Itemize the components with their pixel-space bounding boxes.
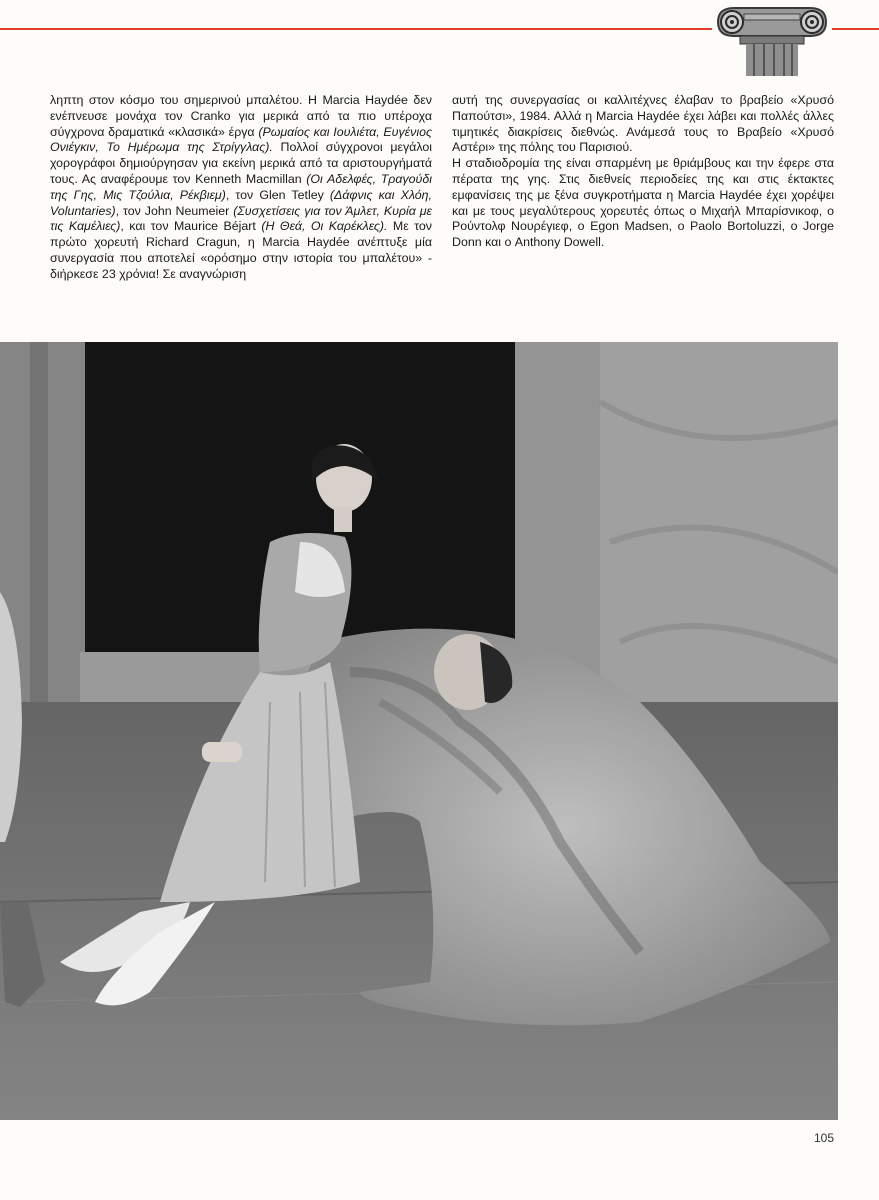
ballet-photograph: [0, 342, 838, 1120]
article-column-left: [50, 93, 432, 283]
page-number: 105: [814, 1131, 835, 1145]
ionic-column-capital-icon: [712, 0, 832, 76]
article-paragraph: [50, 93, 432, 283]
article-paragraph: Η σταδιοδρομία της είναι σπαρμένη με θριάμβους και την έφερε στα πέρατα της γης. Στις διεθνείς περιοδείες της και στις έκτακτες εμφανίσεις της με ξένα συγκροτήματα η Marcia Haydée έχει χορέψει και με τους μεγαλύτερους χορευτές όπως ο Μιχαήλ Μπαρίσνικοφ, ο Ρούντολφ Νουρέγιεφ, ο Egon Madsen, ο Paolo Bortoluzzi, ο Jorge Donn και ο Anthony Dowell.: [452, 156, 834, 250]
text-run-italic: (Δάφνις και Χλόη, Voluntaries): [50, 187, 432, 218]
text-run: Πολλοί σύγχρονοι μεγάλοι χορογράφοι δημιούργησαν για εκείνη μερικά από τα αριστουργήματά τους. Ας αναφέρουμε τον Kenneth Macmillan: [50, 140, 432, 186]
text-run: ληπτη στον κόσμο του σημερινού μπαλέτου. Η Marcia Haydée δεν ενέπνευσε μονάχα τον Cranko για μερικά από τα πιο υπέροχα σύγχρονα δραματικά «κλασικά» έργα: [50, 93, 432, 139]
text-run: , τον Glen Tetley: [225, 187, 330, 202]
text-run: , και τον Maurice Béjart: [120, 219, 262, 234]
article-paragraph: αυτή της συνεργασίας οι καλλιτέχνες έλαβαν το βραβείο «Χρυσό Παπούτσι», 1984. Αλλά η Marcia Haydée έχει λάβει και πολλές άλλες τιμητικές διακρίσεις διεθνώς. Ανάμεσά τους το Βραβείο «Χρυσό Αστέρι» της πόλης του Παρισιού.: [452, 93, 834, 155]
text-run: Με τον πρώτο χορευτή Richard Cragun, η Marcia Haydée ανέπτυξε μία συνεργασία που αποτελεί «ορόσημο στην ιστορία του μπαλέτου» - διήρκεσε 23 χρόνια! Σε αναγνώριση: [50, 219, 433, 281]
text-run-italic: (Συσχετίσεις για τον Άμλετ, Κυρία με τις Καμέλιες): [50, 203, 432, 234]
text-run: , τον John Neumeier: [115, 203, 234, 218]
text-run-italic: (Οι Αδελφές, Τραγούδι της Γης, Μις Τζούλια, Ρέκβιεμ): [50, 171, 432, 202]
article-column-right: [452, 93, 834, 251]
text-run-italic: (Ρωμαίος και Ιουλιέτα, Ευγένιος Ονιέγκιν, Το Ημέρωμα της Στρίγγλας).: [50, 124, 432, 155]
text-run-italic: (Η Θεά, Οι Καρέκλες).: [261, 219, 388, 234]
